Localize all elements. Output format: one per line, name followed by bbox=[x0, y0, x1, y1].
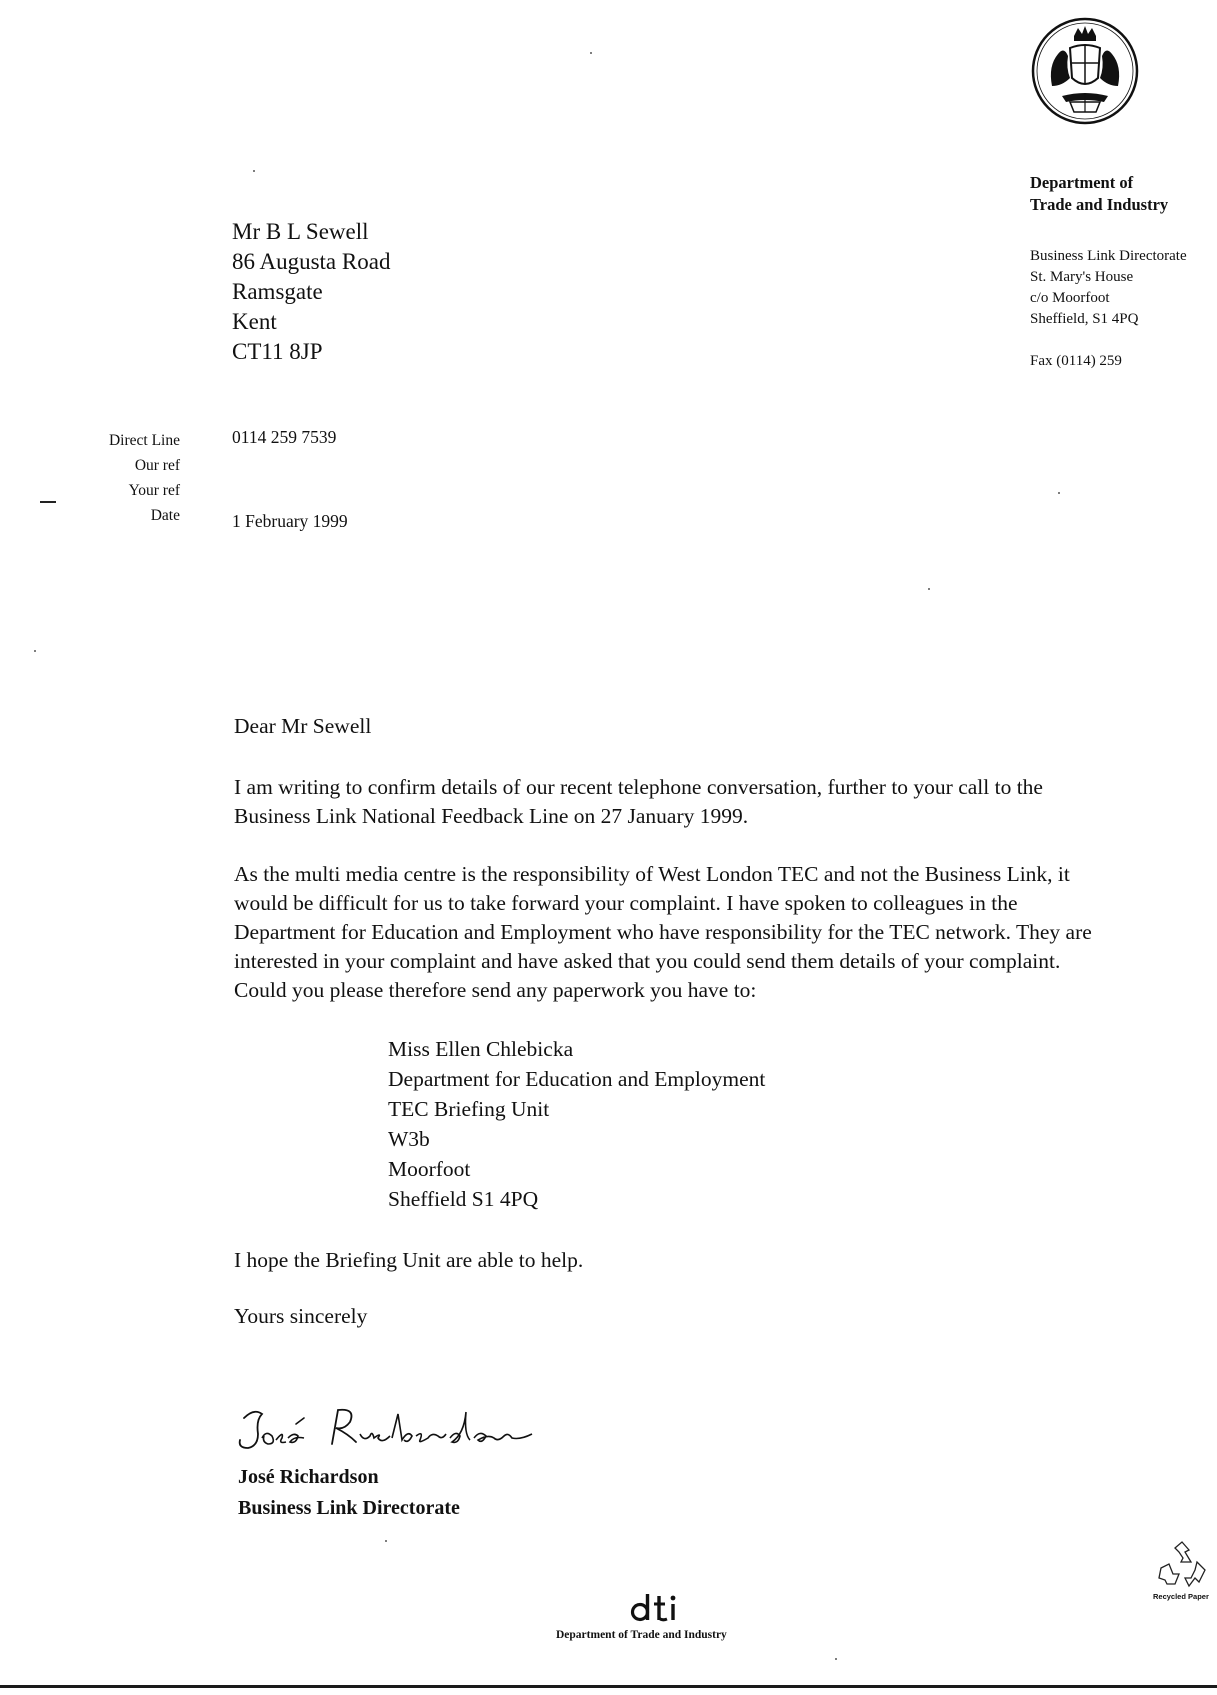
scan-speck bbox=[385, 1540, 387, 1542]
forwarding-address-line: Moorfoot bbox=[388, 1157, 471, 1181]
forwarding-address-line: Department for Education and Employment bbox=[388, 1067, 766, 1091]
recipient-line: CT11 8JP bbox=[232, 339, 323, 364]
forwarding-address bbox=[388, 1034, 1114, 1214]
forwarding-address-line: Miss Ellen Chlebicka bbox=[388, 1037, 574, 1061]
closing: Yours sincerely bbox=[234, 1304, 368, 1328]
department-line-1: Department of bbox=[1030, 173, 1134, 192]
scan-speck bbox=[1058, 492, 1060, 494]
dti-logo-subtitle: Department of Trade and Industry bbox=[556, 1629, 727, 1641]
recipient-line: Kent bbox=[232, 309, 277, 334]
recipient-line: Mr B L Sewell bbox=[232, 219, 369, 244]
margin-mark bbox=[40, 501, 56, 503]
scan-speck bbox=[34, 650, 36, 652]
signatory-name: José Richardson bbox=[238, 1466, 379, 1488]
scan-speck bbox=[253, 170, 255, 172]
signatory-department: Business Link Directorate bbox=[238, 1497, 460, 1519]
letter-body bbox=[234, 712, 1114, 1331]
scan-speck bbox=[590, 52, 592, 54]
recipient-address bbox=[232, 217, 390, 367]
signatory-block bbox=[238, 1462, 460, 1524]
department-address bbox=[1030, 246, 1187, 330]
recycle-icon bbox=[1155, 1540, 1209, 1590]
salutation: Dear Mr Sewell bbox=[234, 714, 372, 738]
fax-number: Fax (0114) 259 bbox=[1030, 353, 1122, 369]
handwritten-signature bbox=[232, 1400, 552, 1462]
department-address-line: Sheffield, S1 4PQ bbox=[1030, 311, 1139, 327]
paragraph-1: I am writing to confirm details of our recent telephone conversation, further to your call to the Business Link National Feedback Line on 27 January 1999. bbox=[234, 775, 1043, 828]
recipient-line: 86 Augusta Road bbox=[232, 249, 391, 274]
recipient-line: Ramsgate bbox=[232, 279, 323, 304]
paragraph-3: I hope the Briefing Unit are able to help. bbox=[234, 1248, 584, 1272]
department-address-line: St. Mary's House bbox=[1030, 269, 1134, 285]
reference-labels bbox=[60, 428, 180, 528]
scan-speck bbox=[928, 588, 930, 590]
page-bottom-edge bbox=[0, 1685, 1217, 1688]
forwarding-address-line: W3b bbox=[388, 1127, 430, 1151]
date-value: 1 February 1999 bbox=[232, 511, 348, 531]
recycled-paper-label: Recycled Paper bbox=[1153, 1592, 1209, 1601]
direct-line-label: Direct Line bbox=[108, 432, 180, 449]
forwarding-address-line: TEC Briefing Unit bbox=[388, 1097, 550, 1121]
department-line-2: Trade and Industry bbox=[1030, 195, 1169, 214]
department-name bbox=[1030, 172, 1168, 216]
royal-coat-of-arms-icon bbox=[1030, 16, 1140, 126]
your-ref-label: Your ref bbox=[128, 482, 180, 499]
date-label: Date bbox=[150, 507, 180, 524]
department-address-line: Business Link Directorate bbox=[1030, 248, 1187, 264]
paragraph-2: As the multi media centre is the responsibility of West London TEC and not the Business Link, it would be difficult for us to take forward your complaint. I have spoken to colleagues in the Department for Education and Employment who have responsibility for the TEC network. They are interested in your complaint and have asked that you could send them details of your complaint. Could you please therefore send any paperwork you have to: bbox=[234, 862, 1092, 1002]
direct-line-value: 0114 259 7539 bbox=[232, 427, 337, 447]
department-address-line: c/o Moorfoot bbox=[1030, 290, 1110, 306]
our-ref-label: Our ref bbox=[134, 457, 180, 474]
scan-speck bbox=[835, 1658, 837, 1660]
dti-logo bbox=[630, 1588, 690, 1624]
forwarding-address-line: Sheffield S1 4PQ bbox=[388, 1187, 539, 1211]
